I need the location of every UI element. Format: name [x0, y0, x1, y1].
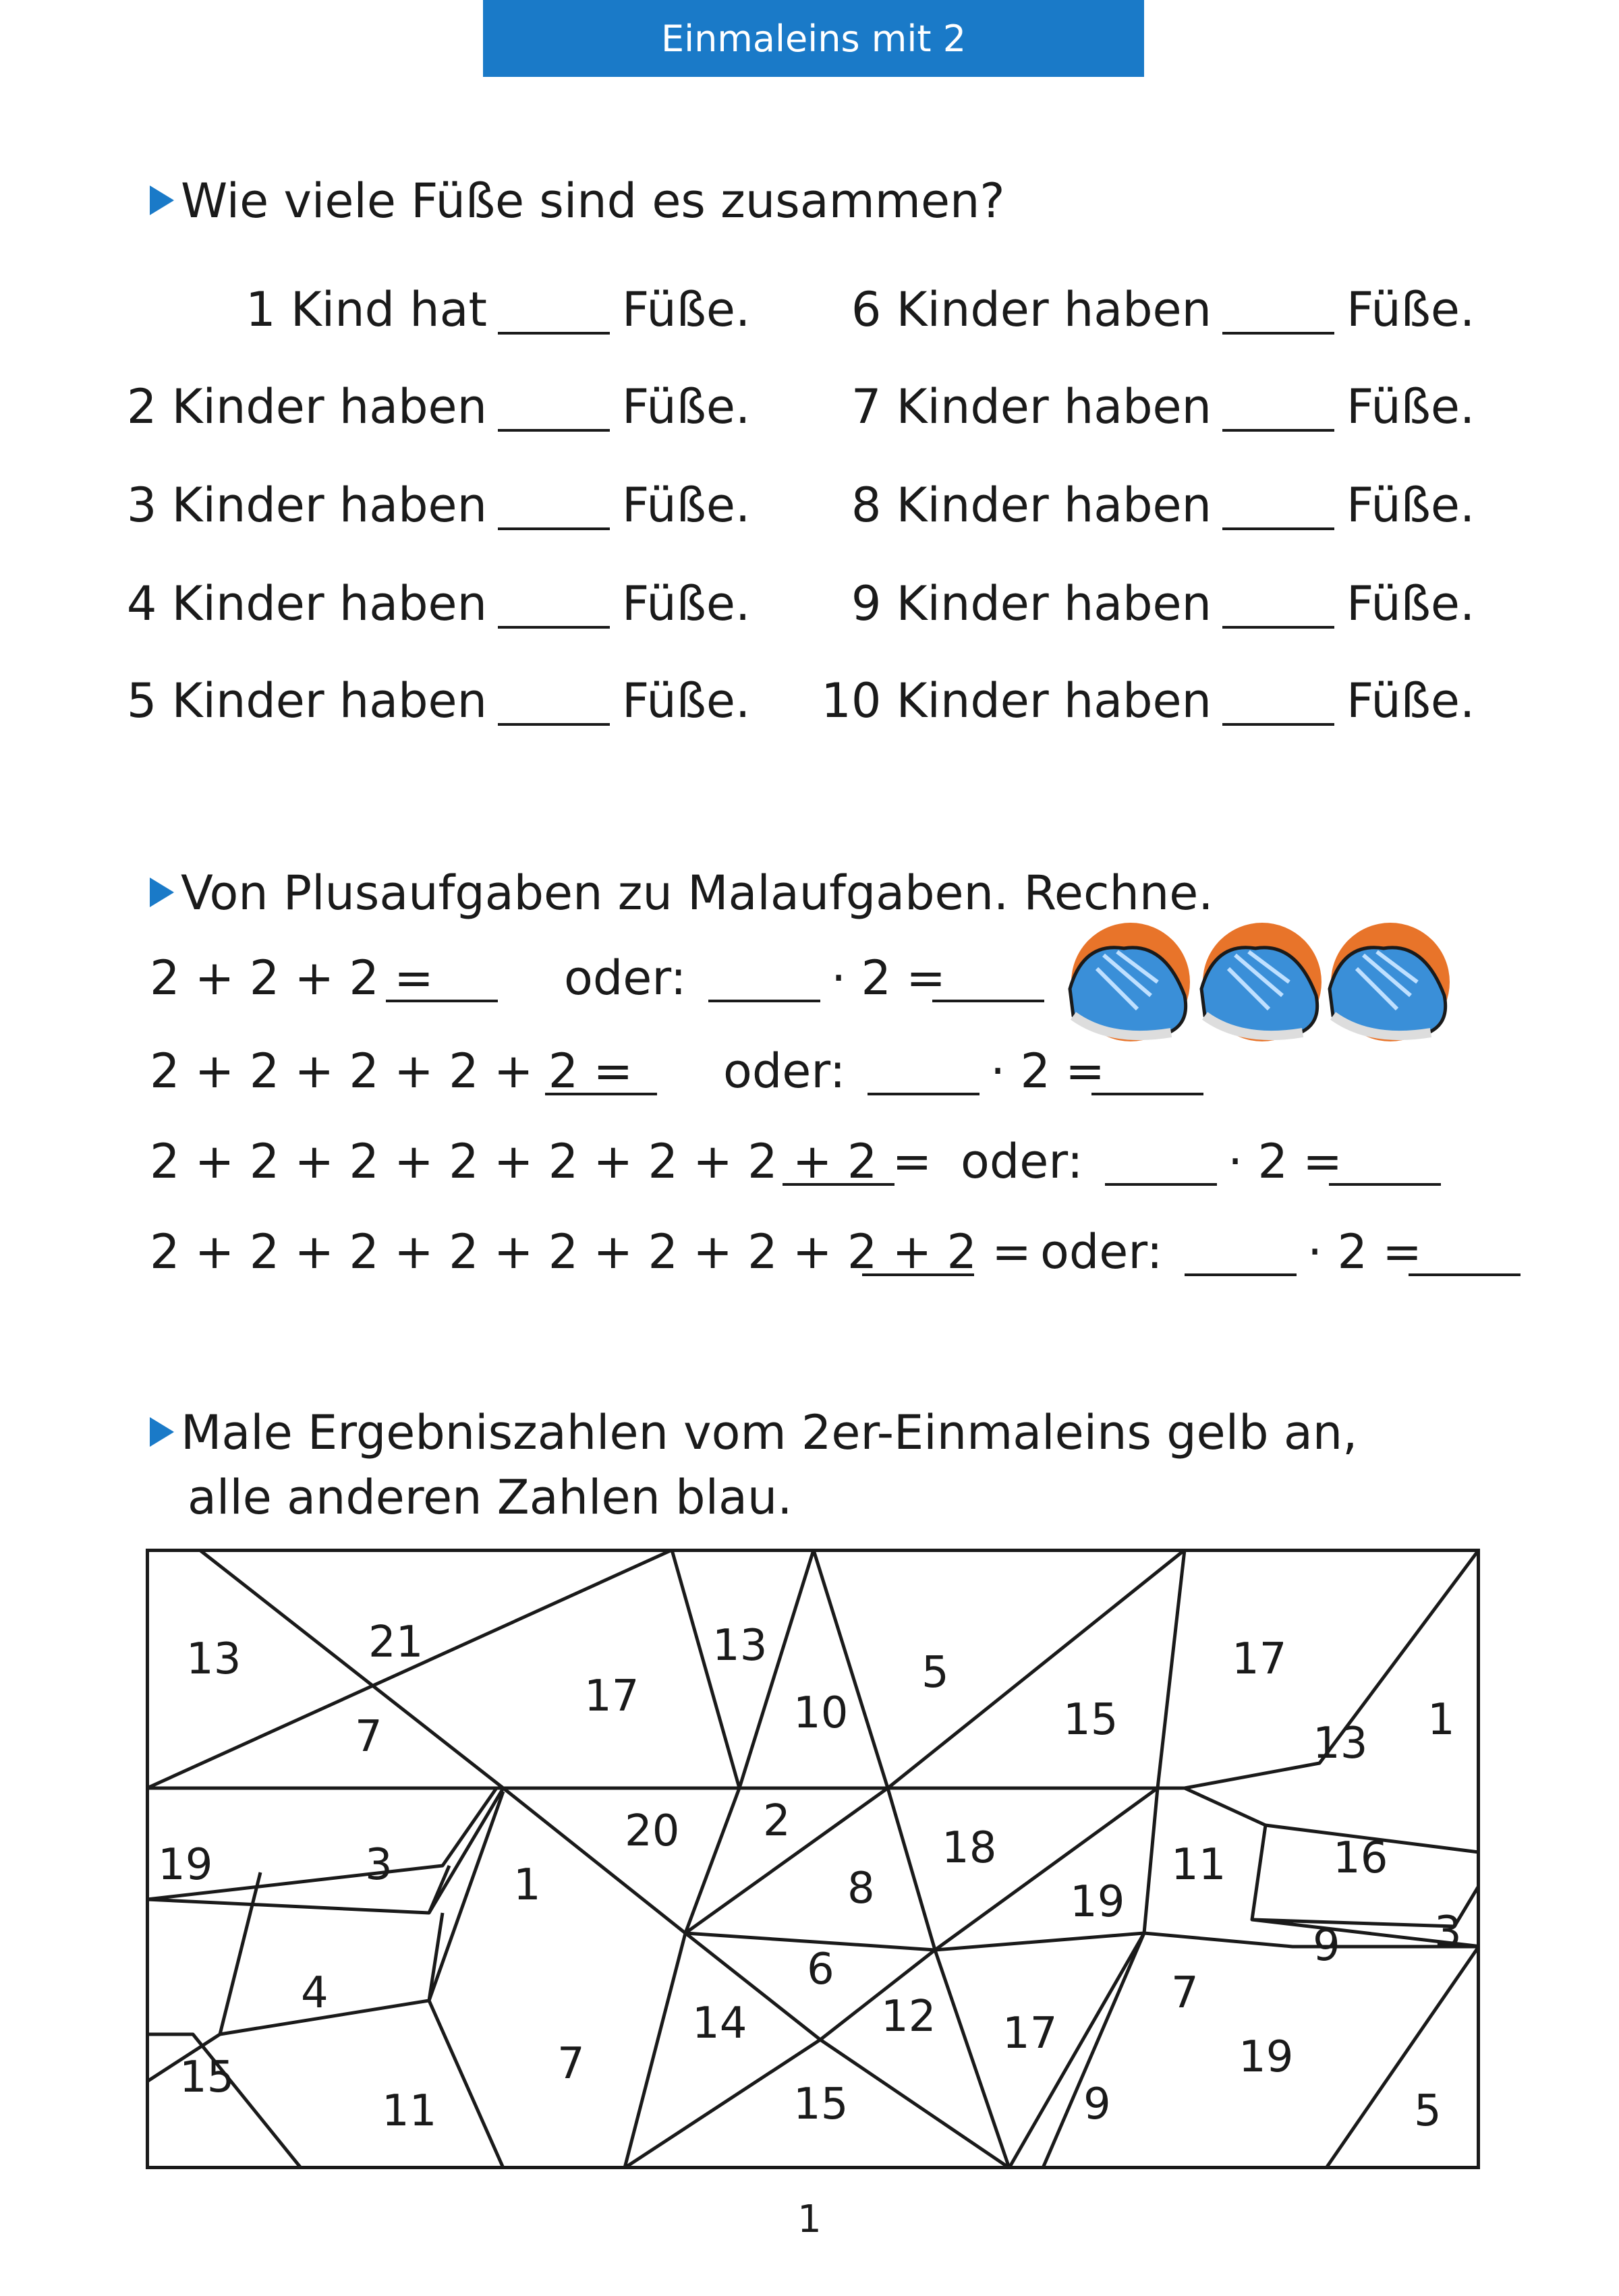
- oder-label-2: oder:: [723, 1043, 846, 1099]
- right-row-3-label: 8 Kinder haben: [851, 478, 1212, 533]
- left-row-5-answer-blank[interactable]: [498, 723, 610, 726]
- oder-label-4: oder:: [1040, 1224, 1163, 1280]
- left-row-3-unit: Füße.: [622, 478, 751, 533]
- triangle-icon: [150, 185, 174, 215]
- right-row-5-answer-blank[interactable]: [1222, 723, 1334, 726]
- puzzle-number[interactable]: 3: [365, 1840, 393, 1890]
- puzzle-number[interactable]: 16: [1333, 1833, 1388, 1883]
- puzzle-number[interactable]: 7: [355, 1712, 382, 1762]
- puzzle-number[interactable]: 17: [1232, 1634, 1287, 1684]
- times-two-1: · 2 =: [831, 950, 946, 1006]
- left-row-5-unit: Füße.: [622, 673, 751, 728]
- puzzle-number[interactable]: 15: [1063, 1695, 1118, 1745]
- times-two-4: · 2 =: [1307, 1224, 1422, 1280]
- left-row-3-label: 3 Kinder haben: [126, 478, 487, 533]
- puzzle-number[interactable]: 15: [793, 2079, 849, 2129]
- sum-expression-4: 2 + 2 + 2 + 2 + 2 + 2 + 2 + 2 + 2 =: [150, 1224, 1031, 1280]
- sum-expression-3: 2 + 2 + 2 + 2 + 2 + 2 + 2 + 2 =: [150, 1134, 932, 1189]
- right-row-4-label: 9 Kinder haben: [851, 576, 1212, 631]
- puzzle-number[interactable]: 1: [1427, 1695, 1455, 1745]
- puzzle-number[interactable]: 2: [763, 1796, 791, 1846]
- right-row-3-answer-blank[interactable]: [1222, 527, 1334, 530]
- sum-expression-2: 2 + 2 + 2 + 2 + 2 =: [150, 1043, 633, 1099]
- puzzle-number[interactable]: 8: [847, 1864, 875, 1914]
- task2-instruction: Von Plusaufgaben zu Malaufgaben. Rechne.: [150, 861, 1214, 925]
- puzzle-number[interactable]: 7: [1171, 1968, 1199, 2018]
- puzzle-number[interactable]: 17: [1002, 2009, 1058, 2059]
- right-row-1-label: 6 Kinder haben: [851, 282, 1212, 337]
- right-row-4-unit: Füße.: [1346, 576, 1475, 631]
- left-row-2-label: 2 Kinder haben: [126, 379, 487, 434]
- right-row-4-answer-blank[interactable]: [1222, 626, 1334, 629]
- product-blank-4[interactable]: [1409, 1273, 1521, 1276]
- puzzle-number[interactable]: 11: [382, 2086, 437, 2136]
- puzzle-number[interactable]: 19: [1239, 2032, 1294, 2082]
- sum-expression-1: 2 + 2 + 2 =: [150, 950, 434, 1006]
- sum-answer-blank-2[interactable]: [545, 1093, 657, 1095]
- coloring-puzzle: [146, 1549, 1480, 2169]
- puzzle-number[interactable]: 14: [692, 1999, 747, 2048]
- puzzle-number[interactable]: 9: [1083, 2079, 1111, 2129]
- factor-blank-4[interactable]: [1185, 1273, 1297, 1276]
- task3-instruction: Male Ergebniszahlen vom 2er-Einmaleins gelb an,: [150, 1400, 1357, 1465]
- right-row-2-unit: Füße.: [1346, 379, 1475, 434]
- oder-label-3: oder:: [961, 1134, 1083, 1189]
- times-two-3: · 2 =: [1228, 1134, 1342, 1189]
- puzzle-number[interactable]: 13: [186, 1634, 242, 1684]
- right-row-5-unit: Füße.: [1346, 673, 1475, 728]
- times-two-2: · 2 =: [990, 1043, 1105, 1099]
- puzzle-number[interactable]: 1: [513, 1860, 541, 1910]
- left-row-1-answer-blank[interactable]: [498, 332, 610, 335]
- product-blank-3[interactable]: [1329, 1183, 1441, 1186]
- product-blank-1[interactable]: [932, 1000, 1044, 1002]
- right-row-3-unit: Füße.: [1346, 478, 1475, 533]
- product-blank-2[interactable]: [1091, 1093, 1203, 1095]
- task3-instruction-line2: alle anderen Zahlen blau.: [188, 1470, 793, 1525]
- factor-blank-1[interactable]: [708, 1000, 820, 1002]
- puzzle-number[interactable]: 5: [921, 1648, 949, 1698]
- left-row-1-label: 1 Kind hat: [246, 282, 487, 337]
- right-row-5-label: 10 Kinder haben: [821, 673, 1212, 728]
- header-title: Einmaleins mit 2: [660, 17, 967, 60]
- puzzle-number[interactable]: 19: [1070, 1877, 1125, 1927]
- sneaker-icon: [1070, 923, 1190, 1041]
- left-row-2-answer-blank[interactable]: [498, 429, 610, 432]
- sneakers-illustration: [1056, 915, 1461, 1056]
- puzzle-number[interactable]: 17: [584, 1671, 640, 1721]
- puzzle-number[interactable]: 3: [1434, 1907, 1462, 1957]
- oder-label-1: oder:: [564, 950, 687, 1006]
- puzzle-number[interactable]: 6: [807, 1945, 834, 1994]
- right-row-1-unit: Füße.: [1346, 282, 1475, 337]
- triangle-icon: [150, 1417, 174, 1447]
- left-row-4-label: 4 Kinder haben: [126, 576, 487, 631]
- puzzle-number[interactable]: 20: [625, 1806, 680, 1856]
- puzzle-number[interactable]: 10: [793, 1688, 849, 1738]
- sum-answer-blank-4[interactable]: [862, 1273, 974, 1276]
- page-number: 1: [797, 2198, 822, 2241]
- factor-blank-3[interactable]: [1105, 1183, 1217, 1186]
- puzzle-number[interactable]: 13: [1313, 1719, 1368, 1769]
- sum-answer-blank-3[interactable]: [783, 1183, 894, 1186]
- puzzle-number[interactable]: 18: [942, 1823, 997, 1873]
- right-row-1-answer-blank[interactable]: [1222, 332, 1334, 335]
- triangle-icon: [150, 878, 174, 907]
- puzzle-number[interactable]: 9: [1313, 1921, 1340, 1971]
- sneaker-icon: [1330, 923, 1450, 1041]
- puzzle-number[interactable]: 21: [368, 1617, 424, 1667]
- right-row-2-label: 7 Kinder haben: [851, 379, 1212, 434]
- header-banner: [483, 0, 1144, 77]
- left-row-5-label: 5 Kinder haben: [126, 673, 487, 728]
- sneaker-icon: [1201, 923, 1322, 1041]
- task1-instruction: Wie viele Füße sind es zusammen?: [150, 169, 1005, 233]
- left-row-2-unit: Füße.: [622, 379, 751, 434]
- puzzle-number[interactable]: 19: [158, 1840, 213, 1890]
- sum-answer-blank-1[interactable]: [386, 1000, 498, 1002]
- puzzle-number[interactable]: 11: [1171, 1840, 1226, 1890]
- right-row-2-answer-blank[interactable]: [1222, 429, 1334, 432]
- left-row-4-unit: Füße.: [622, 576, 751, 631]
- left-row-3-answer-blank[interactable]: [498, 527, 610, 530]
- puzzle-number[interactable]: 15: [179, 2053, 235, 2102]
- left-row-1-unit: Füße.: [622, 282, 751, 337]
- puzzle-number[interactable]: 7: [557, 2039, 585, 2089]
- puzzle-number[interactable]: 4: [301, 1968, 329, 2018]
- factor-blank-2[interactable]: [868, 1093, 979, 1095]
- puzzle-number[interactable]: 12: [881, 1992, 936, 2042]
- left-row-4-answer-blank[interactable]: [498, 626, 610, 629]
- puzzle-number[interactable]: 13: [712, 1621, 768, 1671]
- puzzle-number[interactable]: 5: [1414, 2086, 1442, 2136]
